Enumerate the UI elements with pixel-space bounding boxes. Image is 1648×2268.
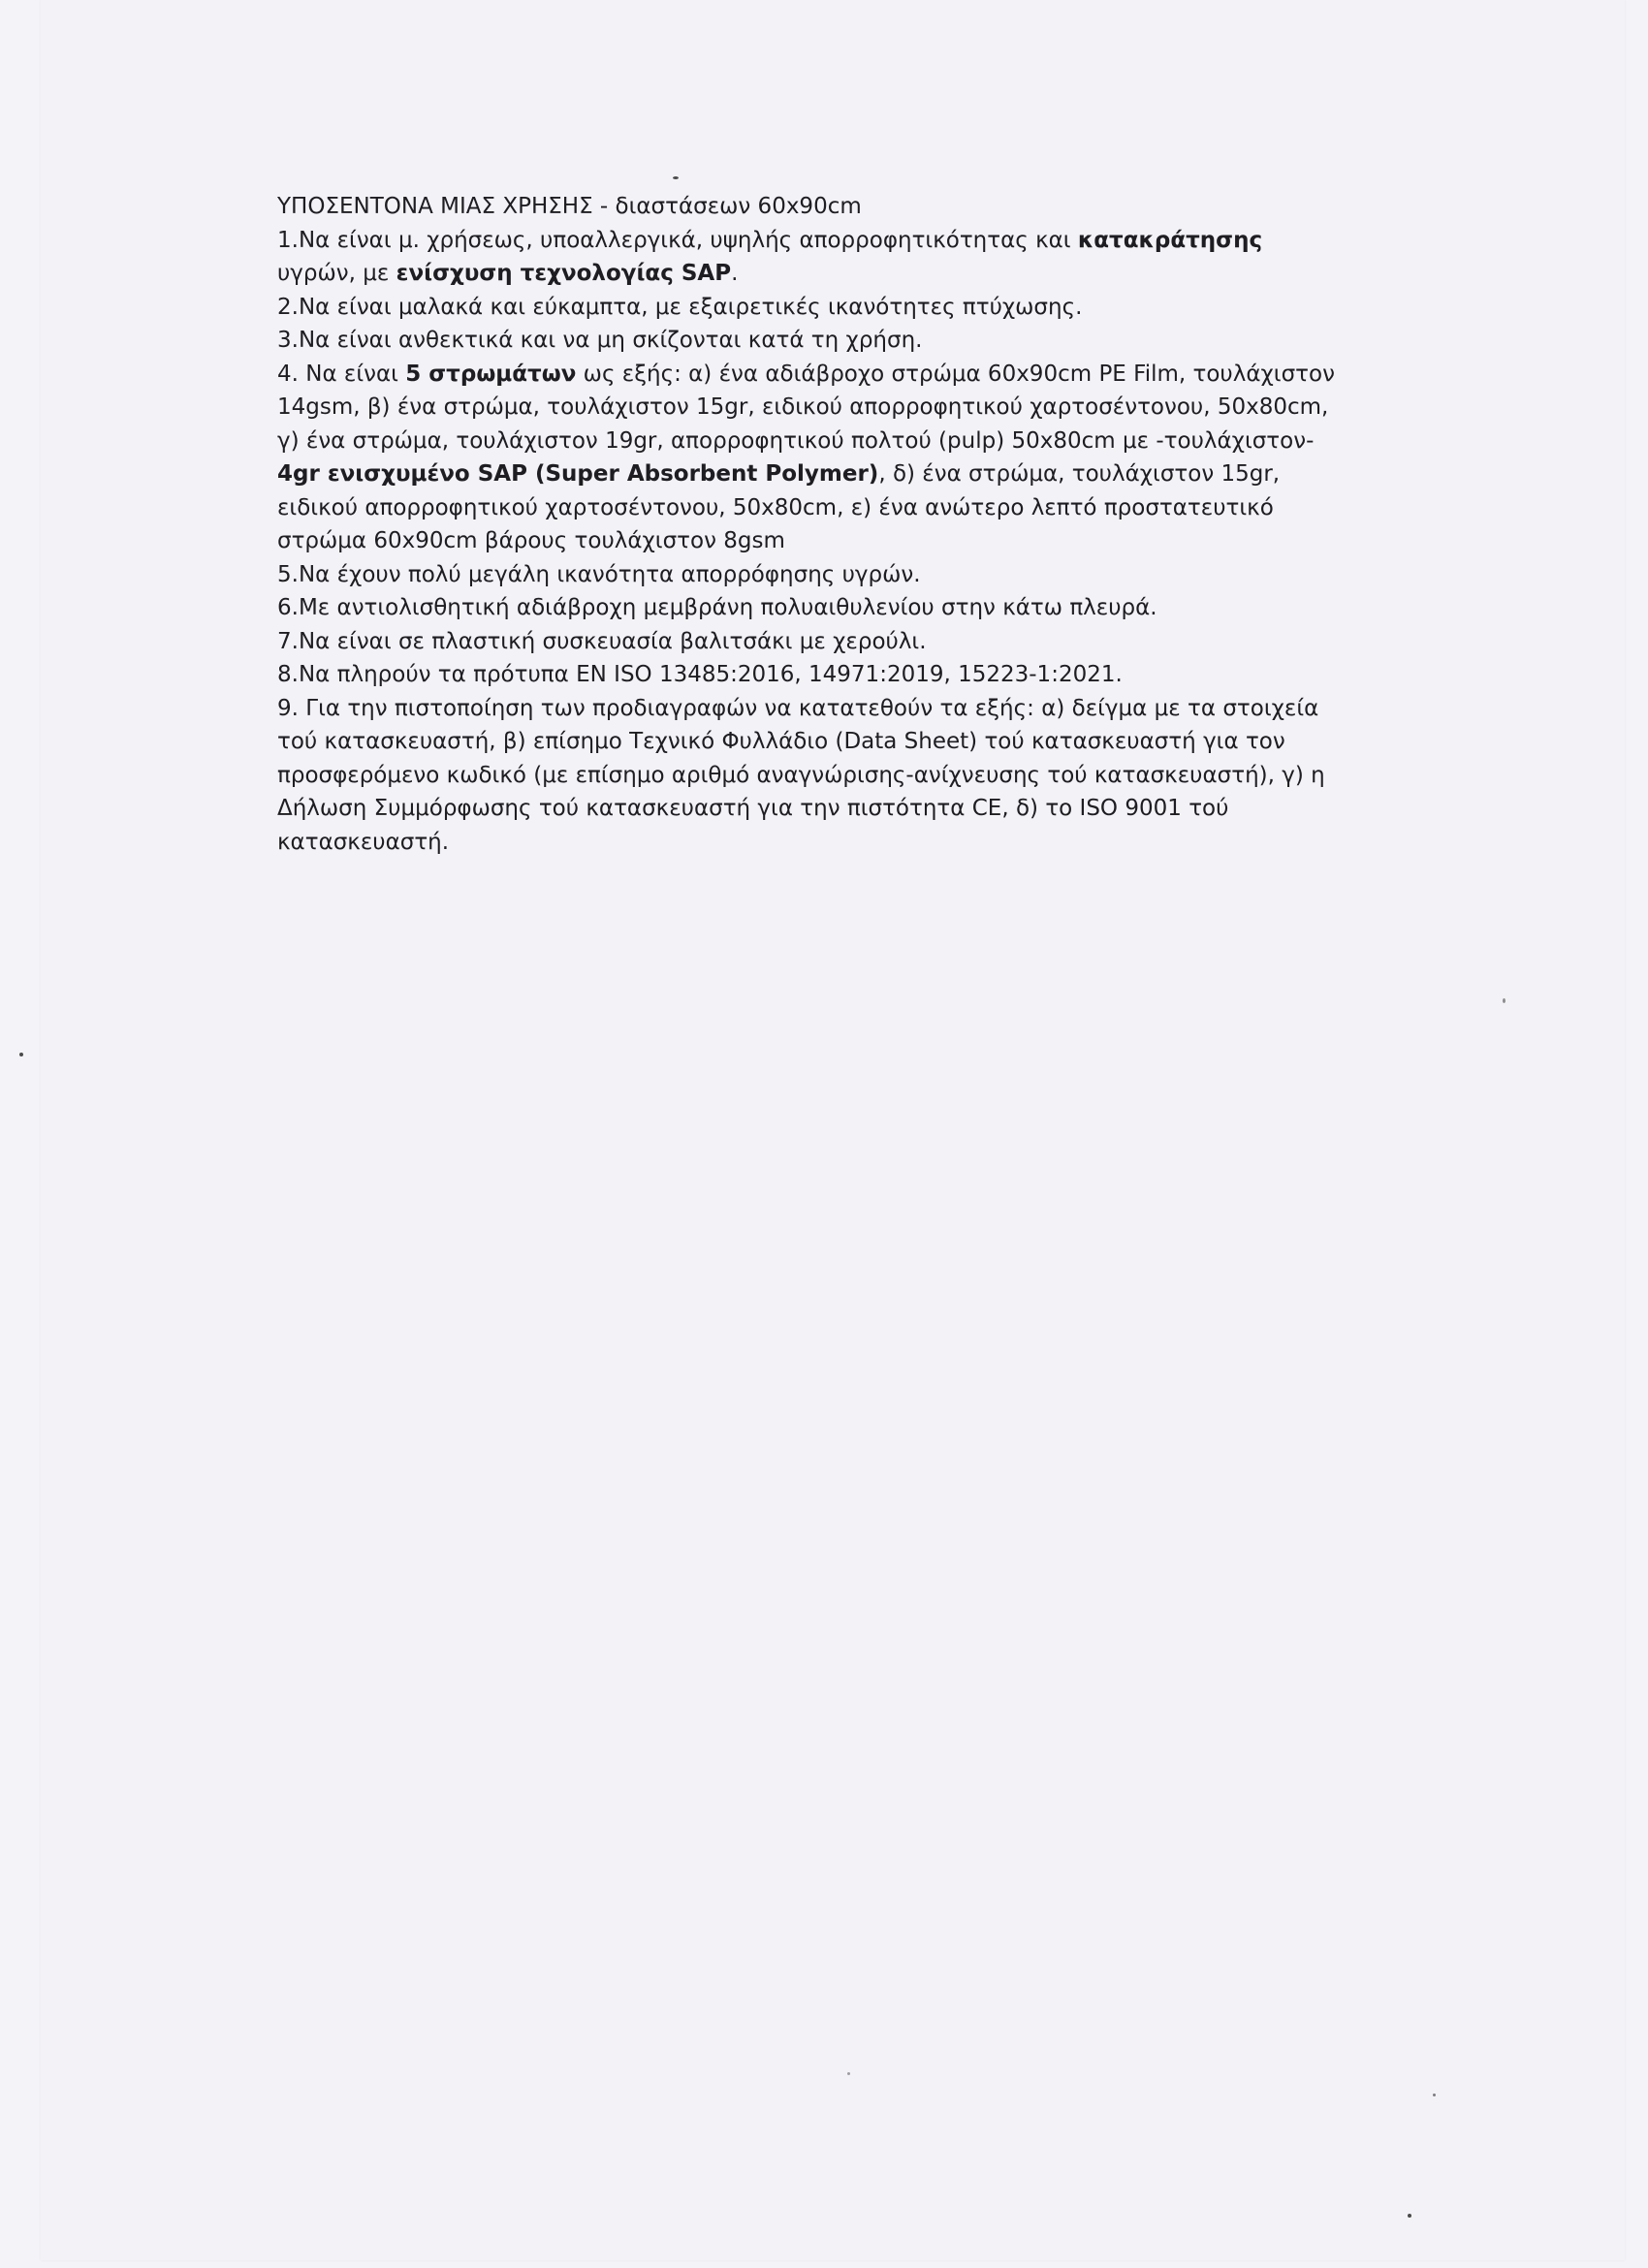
text-line	[277, 725, 1421, 759]
text-segment: κατασκευαστή.	[277, 829, 450, 855]
text-line	[277, 190, 1421, 224]
text-line	[277, 692, 1421, 726]
scan-speck	[673, 176, 679, 179]
scan-speck	[847, 2072, 850, 2075]
text-segment: υγρών, με	[277, 261, 396, 286]
text-line	[277, 591, 1421, 625]
text-line	[277, 491, 1421, 525]
text-segment: ειδικού απορροφητικού χαρτοσέντονου, 50x80cm, ε) ένα ανώτερο λεπτό προστατευτικό	[277, 494, 1274, 520]
text-segment: 9. Για την πιστοποίηση των προδιαγραφών να κατατεθούν τα εξής: α) δείγμα με τα στοιχεία	[277, 695, 1319, 721]
text-line	[277, 291, 1421, 325]
text-segment: , δ) ένα στρώμα, τουλάχιστον 15gr,	[878, 461, 1281, 487]
text-segment: 14gsm, β) ένα στρώμα, τουλάχιστον 15gr, ειδικού απορροφητικού χαρτοσέντονου, 50x80cm,	[277, 394, 1329, 420]
text-line	[277, 324, 1421, 358]
text-segment: Δήλωση Συμμόρφωσης τού κατασκευαστή για την πιστότητα CE, δ) το ISO 9001 τού	[277, 796, 1229, 821]
text-line	[277, 524, 1421, 558]
text-segment: τού κατασκευαστή, β) επίσημο Τεχνικό Φυλλάδιο (Data Sheet) τού κατασκευαστή για τον	[277, 729, 1285, 754]
text-line	[277, 759, 1421, 793]
text-line	[277, 224, 1421, 258]
text-segment: 6.Με αντιολισθητική αδιάβροχη μεμβράνη πολυαιθυλενίου στην κάτω πλευρά.	[277, 595, 1157, 620]
text-segment: προσφερόμενο κωδικό (με επίσημο αριθμό αναγνώρισης-ανίχνευσης τού κατασκευαστή), γ) η	[277, 762, 1325, 788]
text-line	[277, 792, 1421, 826]
bold-text-segment: 5 στρωμάτων	[405, 361, 577, 387]
bold-text-segment: ενίσχυση τεχνολογίας SAP	[396, 261, 732, 286]
text-segment: 1.Να είναι μ. χρήσεως, υποαλλεργικά, υψηλής απορροφητικότητας και	[277, 227, 1078, 253]
text-segment: ΥΠΟΣΕΝΤΟΝΑ ΜΙΑΣ ΧΡΗΣΗΣ - διαστάσεων 60x90cm	[277, 194, 862, 219]
text-line	[277, 358, 1421, 392]
text-line	[277, 257, 1421, 291]
text-line	[277, 625, 1421, 659]
text-line	[277, 658, 1421, 692]
scan-speck	[1503, 998, 1505, 1003]
text-segment: 4. Να είναι	[277, 361, 406, 387]
text-line	[277, 457, 1421, 491]
bold-text-segment: 4gr ενισχυμένο SAP (Super Absorbent Polymer)	[277, 461, 879, 487]
text-segment: 8.Να πληρούν τα πρότυπα EN ISO 13485:2016, 14971:2019, 15223-1:2021.	[277, 662, 1123, 687]
specification-text	[277, 190, 1421, 859]
scan-speck	[1433, 2094, 1436, 2096]
text-segment: ως εξής: α) ένα αδιάβροχο στρώμα 60x90cm PE Film, τουλάχιστον	[576, 361, 1335, 387]
scan-speck	[1408, 2214, 1411, 2218]
text-line	[277, 558, 1421, 592]
text-segment: στρώμα 60x90cm βάρους τουλάχιστον 8gsm	[277, 528, 785, 553]
text-segment: 2.Να είναι μαλακά και εύκαμπτα, με εξαιρετικές ικανότητες πτύχωσης.	[277, 294, 1083, 320]
bold-text-segment: κατακράτησης	[1077, 227, 1263, 253]
text-segment: 7.Να είναι σε πλαστική συσκευασία βαλιτσάκι με χερούλι.	[277, 628, 927, 654]
scan-speck	[19, 1053, 23, 1056]
text-segment: .	[731, 261, 739, 286]
text-segment: 5.Να έχουν πολύ μεγάλη ικανότητα απορρόφησης υγρών.	[277, 561, 921, 587]
text-line	[277, 826, 1421, 860]
text-line	[277, 391, 1421, 425]
text-segment: γ) ένα στρώμα, τουλάχιστον 19gr, απορροφητικού πολτού (pulp) 50x80cm με -τουλάχιστον-	[277, 427, 1315, 454]
text-line	[277, 425, 1421, 458]
text-segment: 3.Να είναι ανθεκτικά και να μη σκίζονται κατά τη χρήση.	[277, 328, 923, 353]
